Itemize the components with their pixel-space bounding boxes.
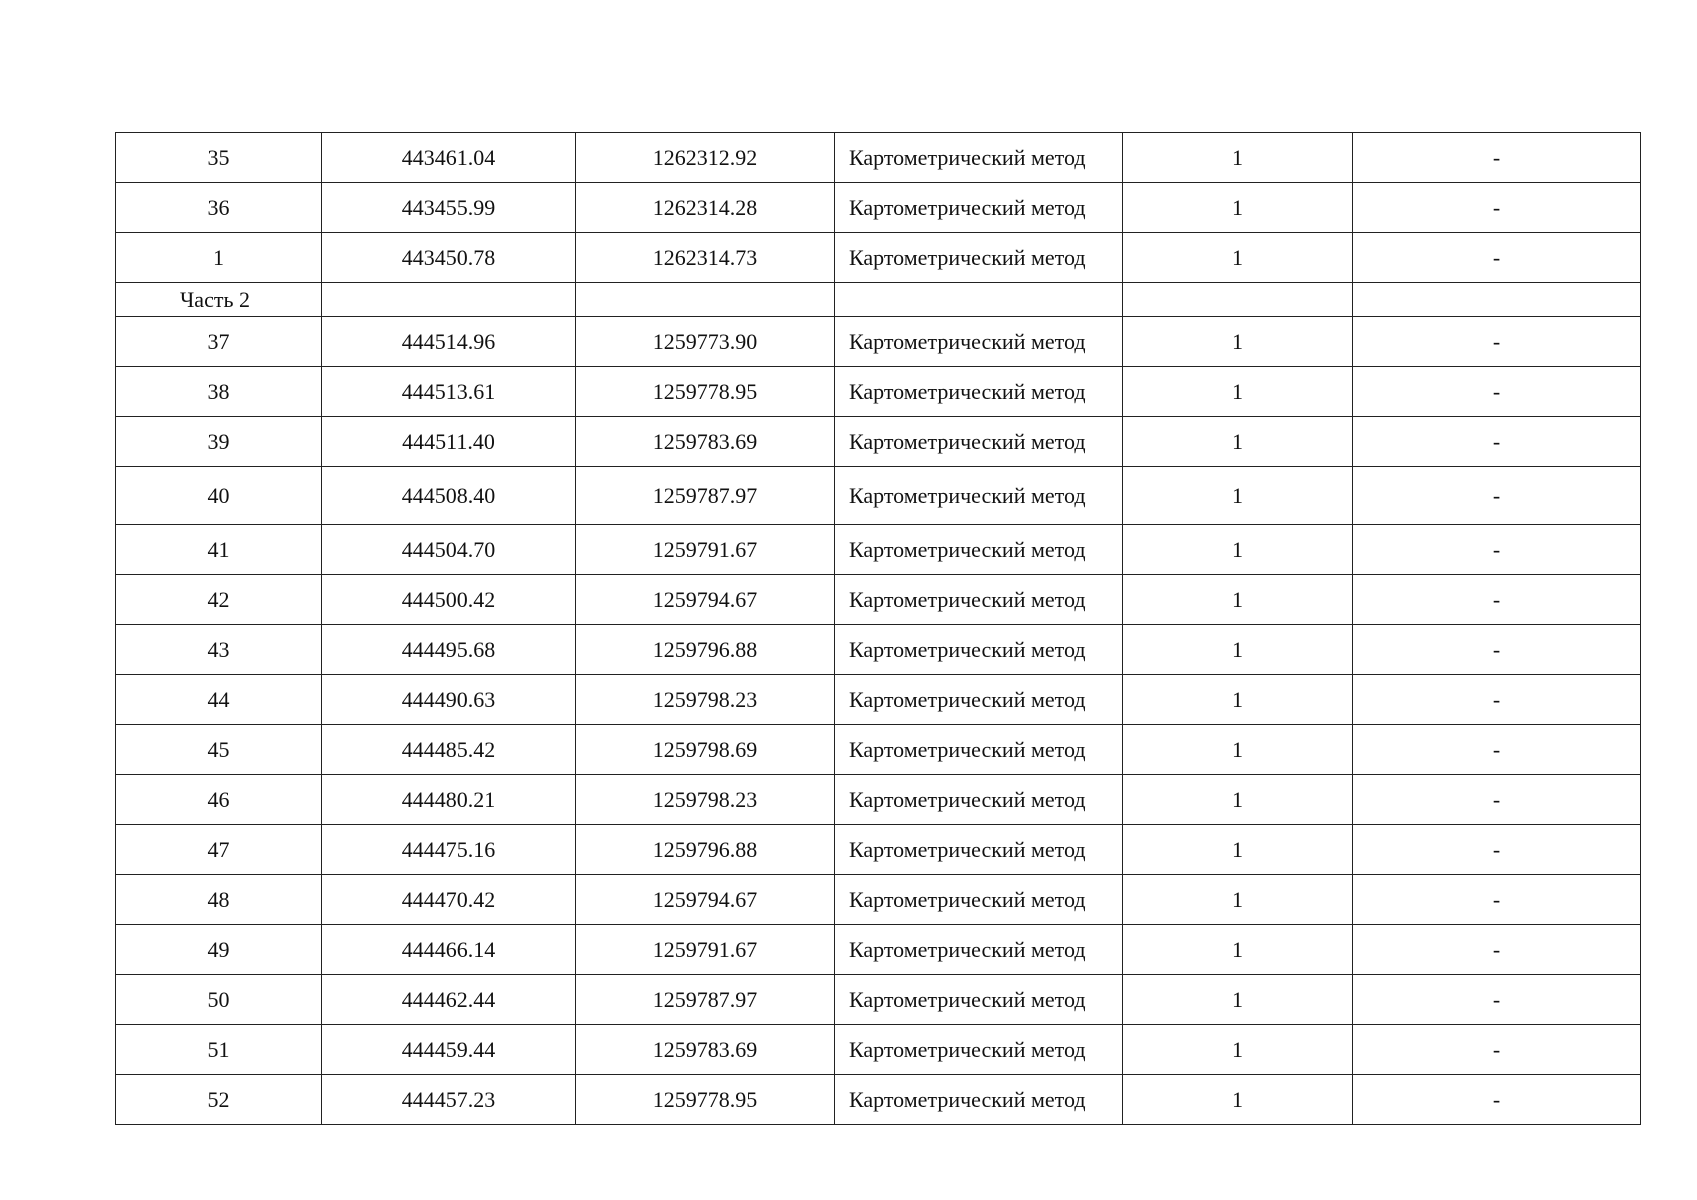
- empty-cell: [835, 283, 1123, 317]
- x-coordinate-cell: 444480.21: [322, 775, 576, 825]
- method-cell: Картометрический метод: [835, 467, 1123, 525]
- accuracy-cell: 1: [1123, 525, 1353, 575]
- accuracy-cell: 1: [1123, 317, 1353, 367]
- accuracy-cell: 1: [1123, 467, 1353, 525]
- note-cell: -: [1353, 825, 1641, 875]
- method-cell: Картометрический метод: [835, 1025, 1123, 1075]
- coordinates-table-body: [116, 133, 1641, 1125]
- y-coordinate-cell: 1259794.67: [576, 875, 835, 925]
- coordinates-table: [115, 132, 1641, 1125]
- x-coordinate-cell: 444508.40: [322, 467, 576, 525]
- accuracy-cell: 1: [1123, 575, 1353, 625]
- table-row: [116, 925, 1641, 975]
- y-coordinate-cell: 1259783.69: [576, 1025, 835, 1075]
- point-number-cell: 44: [116, 675, 322, 725]
- method-cell: Картометрический метод: [835, 183, 1123, 233]
- method-cell: Картометрический метод: [835, 725, 1123, 775]
- empty-cell: [1353, 283, 1641, 317]
- note-cell: -: [1353, 417, 1641, 467]
- y-coordinate-cell: 1259787.97: [576, 467, 835, 525]
- point-number-cell: 51: [116, 1025, 322, 1075]
- x-coordinate-cell: 444511.40: [322, 417, 576, 467]
- accuracy-cell: 1: [1123, 1025, 1353, 1075]
- note-cell: -: [1353, 575, 1641, 625]
- method-cell: Картометрический метод: [835, 367, 1123, 417]
- y-coordinate-cell: 1262312.92: [576, 133, 835, 183]
- note-cell: -: [1353, 367, 1641, 417]
- method-cell: Картометрический метод: [835, 233, 1123, 283]
- accuracy-cell: 1: [1123, 133, 1353, 183]
- table-row: [116, 725, 1641, 775]
- note-cell: -: [1353, 625, 1641, 675]
- point-number-cell: 50: [116, 975, 322, 1025]
- x-coordinate-cell: 443450.78: [322, 233, 576, 283]
- table-row: [116, 133, 1641, 183]
- accuracy-cell: 1: [1123, 725, 1353, 775]
- y-coordinate-cell: 1259796.88: [576, 825, 835, 875]
- method-cell: Картометрический метод: [835, 925, 1123, 975]
- method-cell: Картометрический метод: [835, 133, 1123, 183]
- accuracy-cell: 1: [1123, 367, 1353, 417]
- method-cell: Картометрический метод: [835, 625, 1123, 675]
- empty-cell: [576, 283, 835, 317]
- point-number-cell: 39: [116, 417, 322, 467]
- x-coordinate-cell: 444475.16: [322, 825, 576, 875]
- note-cell: -: [1353, 233, 1641, 283]
- point-number-cell: 38: [116, 367, 322, 417]
- method-cell: Картометрический метод: [835, 575, 1123, 625]
- table-row: [116, 367, 1641, 417]
- x-coordinate-cell: 443461.04: [322, 133, 576, 183]
- table-row: [116, 417, 1641, 467]
- point-number-cell: 42: [116, 575, 322, 625]
- y-coordinate-cell: 1262314.73: [576, 233, 835, 283]
- accuracy-cell: 1: [1123, 875, 1353, 925]
- x-coordinate-cell: 444500.42: [322, 575, 576, 625]
- point-number-cell: 48: [116, 875, 322, 925]
- y-coordinate-cell: 1259791.67: [576, 525, 835, 575]
- point-number-cell: 49: [116, 925, 322, 975]
- point-number-cell: 41: [116, 525, 322, 575]
- note-cell: -: [1353, 725, 1641, 775]
- accuracy-cell: 1: [1123, 183, 1353, 233]
- y-coordinate-cell: 1259798.23: [576, 675, 835, 725]
- point-number-cell: 45: [116, 725, 322, 775]
- accuracy-cell: 1: [1123, 1075, 1353, 1125]
- table-row: [116, 825, 1641, 875]
- accuracy-cell: 1: [1123, 825, 1353, 875]
- method-cell: Картометрический метод: [835, 417, 1123, 467]
- accuracy-cell: 1: [1123, 233, 1353, 283]
- note-cell: -: [1353, 775, 1641, 825]
- x-coordinate-cell: 444485.42: [322, 725, 576, 775]
- x-coordinate-cell: 444457.23: [322, 1075, 576, 1125]
- table-row: [116, 875, 1641, 925]
- note-cell: -: [1353, 1075, 1641, 1125]
- y-coordinate-cell: 1259773.90: [576, 317, 835, 367]
- note-cell: -: [1353, 133, 1641, 183]
- note-cell: -: [1353, 1025, 1641, 1075]
- note-cell: -: [1353, 675, 1641, 725]
- table-row: [116, 775, 1641, 825]
- accuracy-cell: 1: [1123, 975, 1353, 1025]
- table-row: [116, 575, 1641, 625]
- point-number-cell: 52: [116, 1075, 322, 1125]
- point-number-cell: 35: [116, 133, 322, 183]
- empty-cell: [322, 283, 576, 317]
- table-row: [116, 675, 1641, 725]
- y-coordinate-cell: 1259778.95: [576, 1075, 835, 1125]
- point-number-cell: 46: [116, 775, 322, 825]
- x-coordinate-cell: 444514.96: [322, 317, 576, 367]
- accuracy-cell: 1: [1123, 925, 1353, 975]
- method-cell: Картометрический метод: [835, 875, 1123, 925]
- table-row: [116, 625, 1641, 675]
- method-cell: Картометрический метод: [835, 775, 1123, 825]
- x-coordinate-cell: 444490.63: [322, 675, 576, 725]
- table-row: [116, 317, 1641, 367]
- point-number-cell: 40: [116, 467, 322, 525]
- note-cell: -: [1353, 183, 1641, 233]
- table-row: [116, 1025, 1641, 1075]
- note-cell: -: [1353, 975, 1641, 1025]
- empty-cell: [1123, 283, 1353, 317]
- y-coordinate-cell: 1259798.23: [576, 775, 835, 825]
- accuracy-cell: 1: [1123, 775, 1353, 825]
- x-coordinate-cell: 444513.61: [322, 367, 576, 417]
- table-row: [116, 1075, 1641, 1125]
- point-number-cell: 47: [116, 825, 322, 875]
- section-row: [116, 283, 1641, 317]
- table-row: [116, 525, 1641, 575]
- y-coordinate-cell: 1259787.97: [576, 975, 835, 1025]
- x-coordinate-cell: 443455.99: [322, 183, 576, 233]
- y-coordinate-cell: 1259783.69: [576, 417, 835, 467]
- note-cell: -: [1353, 925, 1641, 975]
- y-coordinate-cell: 1259794.67: [576, 575, 835, 625]
- note-cell: -: [1353, 467, 1641, 525]
- y-coordinate-cell: 1259798.69: [576, 725, 835, 775]
- method-cell: Картометрический метод: [835, 1075, 1123, 1125]
- x-coordinate-cell: 444495.68: [322, 625, 576, 675]
- point-number-cell: 43: [116, 625, 322, 675]
- method-cell: Картометрический метод: [835, 825, 1123, 875]
- x-coordinate-cell: 444462.44: [322, 975, 576, 1025]
- x-coordinate-cell: 444466.14: [322, 925, 576, 975]
- y-coordinate-cell: 1259778.95: [576, 367, 835, 417]
- table-row: [116, 233, 1641, 283]
- accuracy-cell: 1: [1123, 417, 1353, 467]
- accuracy-cell: 1: [1123, 625, 1353, 675]
- accuracy-cell: 1: [1123, 675, 1353, 725]
- x-coordinate-cell: 444470.42: [322, 875, 576, 925]
- y-coordinate-cell: 1259796.88: [576, 625, 835, 675]
- point-number-cell: 37: [116, 317, 322, 367]
- point-number-cell: 36: [116, 183, 322, 233]
- table-row: [116, 975, 1641, 1025]
- method-cell: Картометрический метод: [835, 317, 1123, 367]
- table-row: [116, 467, 1641, 525]
- y-coordinate-cell: 1262314.28: [576, 183, 835, 233]
- point-number-cell: 1: [116, 233, 322, 283]
- method-cell: Картометрический метод: [835, 675, 1123, 725]
- method-cell: Картометрический метод: [835, 525, 1123, 575]
- section-label: Часть 2: [116, 283, 322, 317]
- x-coordinate-cell: 444504.70: [322, 525, 576, 575]
- note-cell: -: [1353, 317, 1641, 367]
- x-coordinate-cell: 444459.44: [322, 1025, 576, 1075]
- y-coordinate-cell: 1259791.67: [576, 925, 835, 975]
- note-cell: -: [1353, 875, 1641, 925]
- method-cell: Картометрический метод: [835, 975, 1123, 1025]
- table-row: [116, 183, 1641, 233]
- note-cell: -: [1353, 525, 1641, 575]
